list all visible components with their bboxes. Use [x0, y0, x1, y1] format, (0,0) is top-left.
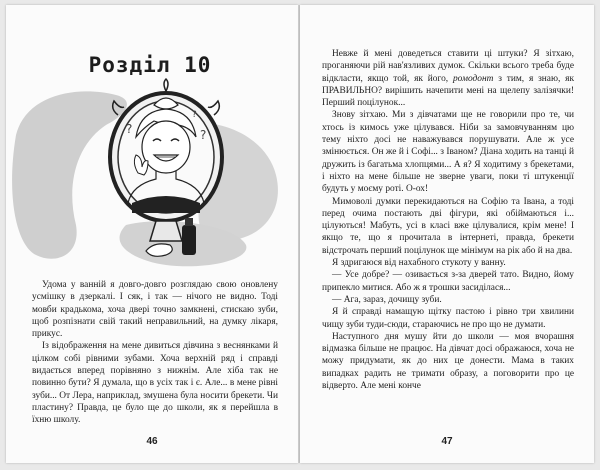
left-page-text [32, 279, 278, 427]
paragraph: Я й справді намащую щітку пастою і рівно три хвилини чищу зуби туди-сюди, стараючись не про що не думати. [322, 307, 574, 330]
paragraph: Удома у ванній я довго-довго розглядаю свою оновлену усмішку в дзеркалі. І cяк, і так — нічого не видно. Тоді мовби крадькома, хоча двері точно замкнені, стискаю зуби, щоб розпізнати свій такий неправильний, на думку лікаря, прикус. [32, 280, 278, 340]
paragraph: Наступного дня мушу йти до школи — моя вчорашня відмазка більше не працює. На дівчат досі ображаюся, хоча не можу придумати, як до них це донести. Мама в таких випадках радить не тримати образу, а поговорити про це відверто. Але мені конче [322, 331, 574, 392]
paragraph-text: з тим, я знаю, як ПРАВИЛЬНО? вирішить начепити мені на щелепу залізячки! Перший поцілунок... [322, 73, 574, 109]
question-mark: ? [126, 122, 133, 136]
question-mark: ? [200, 128, 207, 142]
face [142, 121, 190, 173]
mirror-stand [150, 221, 182, 241]
right-page-text [322, 48, 574, 392]
emphasized-word: ромодонт [452, 73, 494, 84]
paragraph: — Ага, зараз, дочищу зуби. [332, 294, 442, 305]
paragraph-text: Невже й мені доведеться ставити ці штуки? Я зітхаю, проганяючи рій нав'язливих думок. Скільки всього треба буде відкласти, якщо той, як його, [322, 49, 574, 84]
paragraph: Із відображення на мене дивиться дівчина з веснянками й цілком собі рівними зубами. Хоча верхній ряд і справді видається вперед порівняно з нижнім. Але хіба так не повинно бути? Я думала, що в усіх так і є. Але... в мене рівні зуби... От Лера, наприклад, змушена була носити брекети. Чи пластину? Правда, це було ще до школи, як я перейшла в їхню школу. [32, 341, 278, 426]
chapter-title: Розділ 10 [88, 53, 212, 77]
bottle-cap-icon [185, 218, 193, 226]
paragraph: Мимоволі думки перекидаються на Софію та Івана, а тоді перед очима постають дві фігури, які обіймаються і... цілуються! Мабуть, усі в класі вже цілувалися, крім мене! І якщо те, що я прочитала в інтернеті, правда, брекети відстрочать перший поцілунок ще мінімум на рік або й на два. [322, 196, 574, 256]
grey-splash [12, 91, 127, 258]
right-page [300, 5, 594, 463]
page-number: 46 [146, 436, 158, 447]
question-mark: ? [192, 110, 197, 120]
page-number: 47 [441, 436, 453, 447]
paragraph: — Усе добре? — озивається з-за дверей тато. Видно, йому припекло митися. Або ж я трошки засиділася... [322, 270, 574, 293]
left-page [6, 5, 298, 463]
paragraph: Знову зітхаю. Ми з дівчатами ще не говорили про те, чи хтось із кимось уже цілувався. Ніби за замовчуванням цю тему ніхто досі не наважувався порушувати. Але ж усе змінюється. Он же й і Софі... з Іваном? Діана ходить на танці й дружить із багатьма хлопцями... А я? Я ходитиму з брекетами, і ніхто на мене більше не зверне уваги, поки ті штукенції будуть у моєму роті. О-ох! [322, 110, 574, 195]
bottle-icon [182, 225, 196, 255]
girl-in-mirror-illustration [6, 75, 298, 275]
paragraph [322, 48, 574, 109]
paragraph: Я здригаюся від нахабного стукоту у ванну. [332, 258, 506, 269]
